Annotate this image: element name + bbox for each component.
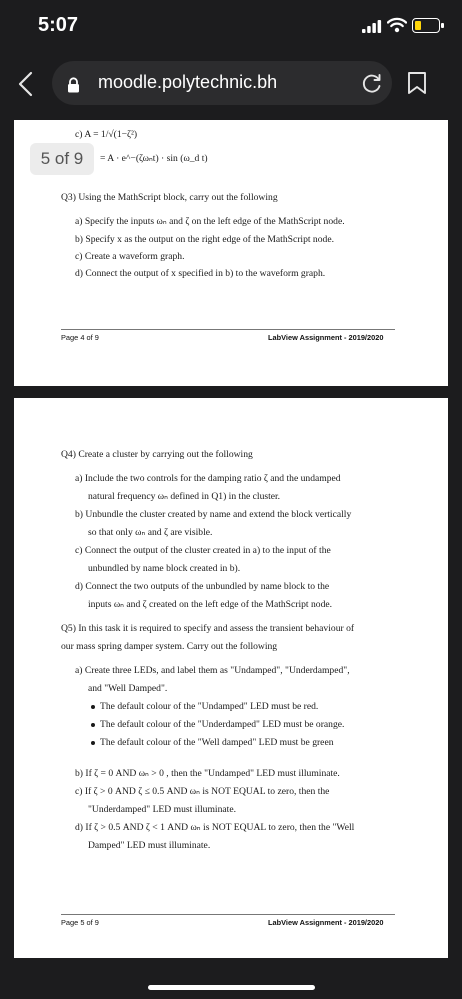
status-time: 5:07 [38, 14, 79, 36]
footer-rule [61, 329, 395, 330]
document-text-line: d) Connect the output of x specified in b) to the waveform graph. [75, 268, 326, 279]
document-text-line: so that only ωₙ and ζ are visible. [88, 527, 213, 538]
home-indicator[interactable] [148, 985, 315, 990]
lock-icon [67, 77, 80, 93]
page-4-footer-right: LabView Assignment - 2019/2020 [268, 333, 384, 342]
browser-address-bar [0, 56, 462, 112]
page-5-footer-right: LabView Assignment - 2019/2020 [268, 918, 384, 927]
document-text-line: b) If ζ = 0 AND ωₙ > 0 , then the "Undamped" LED must illuminate. [75, 768, 340, 779]
status-bar [0, 0, 462, 56]
document-text-line: d) Connect the two outputs of the unbundled by name block to the [75, 581, 330, 592]
document-text-line: The default colour of the "Underdamped" LED must be orange. [100, 719, 345, 730]
document-text-line: c) Create a waveform graph. [75, 251, 185, 262]
document-text-line: b) Unbundle the cluster created by name and extend the block vertically [75, 509, 352, 520]
document-text-line: a) Include the two controls for the damping ratio ζ and the undamped [75, 473, 341, 484]
document-text-line: natural frequency ωₙ defined in Q1) in the cluster. [88, 491, 281, 502]
document-text-line: a) Create three LEDs, and label them as "Undamped", "Underdamped", [75, 665, 350, 676]
document-text-line: c) If ζ > 0 AND ζ ≤ 0.5 AND ωₙ is NOT EQUAL to zero, then the [75, 786, 330, 797]
cellular-signal-icon [362, 20, 382, 33]
pdf-page-5 [14, 398, 448, 958]
bullet [91, 705, 95, 709]
battery-icon [412, 18, 440, 33]
document-text-line: unbundled by name block created in b). [88, 563, 241, 574]
document-text-line: inputs ωₙ and ζ created on the left edge of the MathScript node. [88, 599, 333, 610]
back-arrow-icon[interactable] [14, 70, 38, 98]
document-text-line: Q5) In this task it is required to specify and assess the transient behaviour of [61, 623, 355, 634]
document-text-line: "Underdamped" LED must illuminate. [88, 804, 236, 815]
reload-icon[interactable] [361, 72, 383, 94]
document-text-line: c) Connect the output of the cluster created in a) to the input of the [75, 545, 331, 556]
page-5-footer-left: Page 5 of 9 [61, 918, 99, 927]
page-indicator: 5 of 9 [30, 143, 94, 175]
document-text-line: The default colour of the "Undamped" LED must be red. [100, 701, 319, 712]
wifi-icon [387, 17, 407, 33]
document-text-line: a) Specify the inputs ωₙ and ζ on the left edge of the MathScript node. [75, 216, 345, 227]
document-text-line: d) If ζ > 0.5 AND ζ < 1 AND ωₙ is NOT EQUAL to zero, then the "Well [75, 822, 355, 833]
bookmark-icon[interactable] [407, 71, 427, 95]
document-text-line: Q4) Create a cluster by carrying out the following [61, 449, 253, 460]
document-text-line: The default colour of the "Well damped" LED must be green [100, 737, 334, 748]
document-text-line: Damped" LED must illuminate. [88, 840, 211, 851]
document-text-line: and "Well Damped". [88, 683, 168, 694]
document-text-line: = A · e^−(ζωₙt) · sin (ω_d t) [100, 153, 208, 164]
document-text-line: c) A = 1/√(1−ζ²) [75, 129, 138, 140]
document-text-line: b) Specify x as the output on the right edge of the MathScript node. [75, 234, 334, 245]
bullet [91, 723, 95, 727]
document-text-line: Q3) Using the MathScript block, carry out the following [61, 192, 278, 203]
bullet [91, 741, 95, 745]
footer-rule [61, 914, 395, 915]
url-text[interactable]: moodle.polytechnic.bh [98, 72, 278, 92]
document-text-line: our mass spring damper system. Carry out the following [61, 641, 278, 652]
page-4-footer-left: Page 4 of 9 [61, 333, 99, 342]
